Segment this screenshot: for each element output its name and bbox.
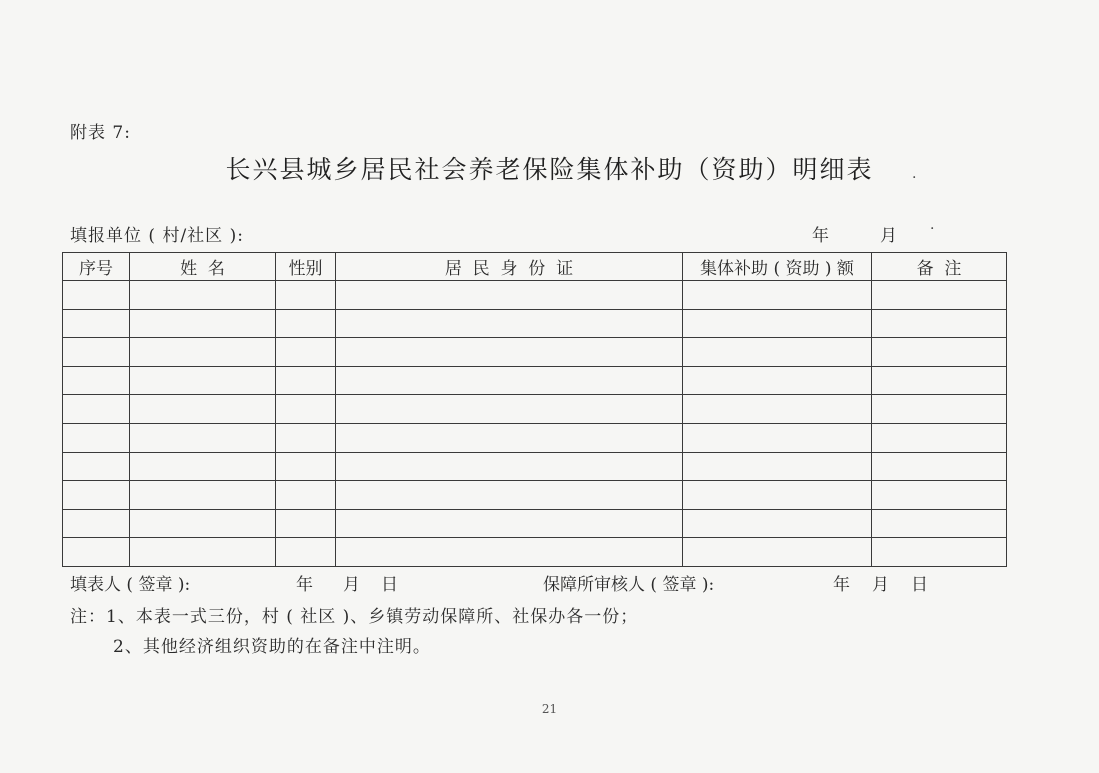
reviewer-day-label: 日 (911, 575, 928, 595)
reviewer-month-label: 月 (872, 575, 889, 595)
table-cell (63, 509, 130, 538)
table-cell (336, 452, 683, 481)
filler-month-label: 月 (343, 575, 360, 595)
table-row (63, 481, 1007, 510)
report-month-label: 月 (880, 226, 897, 246)
table-row (63, 509, 1007, 538)
table-cell (130, 509, 276, 538)
header-remarks: 备 注 (872, 253, 1007, 281)
table-cell (276, 366, 336, 395)
reviewer-year-label: 年 (833, 575, 850, 595)
table-row (63, 338, 1007, 367)
table-cell (683, 452, 872, 481)
table-cell (872, 309, 1007, 338)
table-cell (336, 423, 683, 452)
table-cell (683, 509, 872, 538)
table-cell (872, 423, 1007, 452)
table-cell (276, 452, 336, 481)
table-cell (276, 481, 336, 510)
stray-mark: . (912, 166, 917, 182)
table-cell (63, 481, 130, 510)
table-cell (336, 395, 683, 424)
table-cell (336, 309, 683, 338)
header-gender: 性别 (276, 253, 336, 281)
table-cell (683, 423, 872, 452)
table-cell (130, 538, 276, 567)
table-cell (872, 481, 1007, 510)
table-cell (63, 423, 130, 452)
table-cell (276, 538, 336, 567)
table-cell (130, 281, 276, 310)
table-cell (276, 281, 336, 310)
table-cell (63, 281, 130, 310)
table-cell (63, 452, 130, 481)
table-cell (872, 509, 1007, 538)
table-cell (872, 281, 1007, 310)
reviewer-signature-label: 保障所审核人 ( 签章 ): (543, 575, 715, 595)
table-row (63, 309, 1007, 338)
filler-year-label: 年 (296, 575, 313, 595)
table-cell (683, 281, 872, 310)
table-cell (683, 481, 872, 510)
table-cell (336, 509, 683, 538)
fill-unit-label: 填报单位 ( 村/社区 ): (70, 226, 244, 246)
table-cell (130, 338, 276, 367)
table-cell (130, 481, 276, 510)
filler-signature-label: 填表人 ( 签章 ): (70, 575, 191, 595)
table-cell (683, 538, 872, 567)
table-row (63, 423, 1007, 452)
table-cell (63, 395, 130, 424)
table-cell (683, 309, 872, 338)
table-header-row (63, 253, 1007, 281)
table-cell (276, 309, 336, 338)
table-cell (63, 309, 130, 338)
page-number: 21 (541, 702, 558, 716)
table-cell (683, 366, 872, 395)
table-cell (683, 395, 872, 424)
stray-mark: · (930, 221, 935, 237)
table-cell (276, 395, 336, 424)
table-cell (276, 509, 336, 538)
table-cell (130, 366, 276, 395)
table-cell (276, 423, 336, 452)
table-row (63, 395, 1007, 424)
table-row (63, 281, 1007, 310)
table-cell (872, 366, 1007, 395)
table-cell (63, 366, 130, 395)
header-name: 姓 名 (130, 253, 276, 281)
table-cell (130, 309, 276, 338)
table-cell (872, 452, 1007, 481)
report-year-label: 年 (812, 226, 829, 246)
subsidy-detail-table (62, 252, 1007, 567)
header-serial-no: 序号 (63, 253, 130, 281)
table-cell (336, 538, 683, 567)
table-row (63, 538, 1007, 567)
table-cell (130, 452, 276, 481)
note-item-1: 注：1、本表一式三份，村 ( 社区 )、乡镇劳动保障所、社保办各一份； (70, 607, 639, 627)
table-cell (872, 338, 1007, 367)
table-cell (63, 538, 130, 567)
table-cell (130, 423, 276, 452)
table-cell (63, 338, 130, 367)
table-cell (130, 395, 276, 424)
header-subsidy-amount: 集体补助 ( 资助 ) 额 (683, 253, 872, 281)
table-row (63, 452, 1007, 481)
table-cell (683, 338, 872, 367)
table-cell (872, 538, 1007, 567)
table-cell (276, 338, 336, 367)
table-cell (872, 395, 1007, 424)
header-id-card: 居 民 身 份 证 (336, 253, 683, 281)
appendix-label: 附表 7: (70, 123, 131, 143)
note-item-2: 2、其他经济组织资助的在备注中注明。 (113, 637, 431, 657)
table-row (63, 366, 1007, 395)
table-cell (336, 366, 683, 395)
page-title: 长兴县城乡居民社会养老保险集体补助（资助）明细表 (225, 155, 874, 184)
table-cell (336, 281, 683, 310)
filler-day-label: 日 (381, 575, 398, 595)
table-cell (336, 338, 683, 367)
table-cell (336, 481, 683, 510)
